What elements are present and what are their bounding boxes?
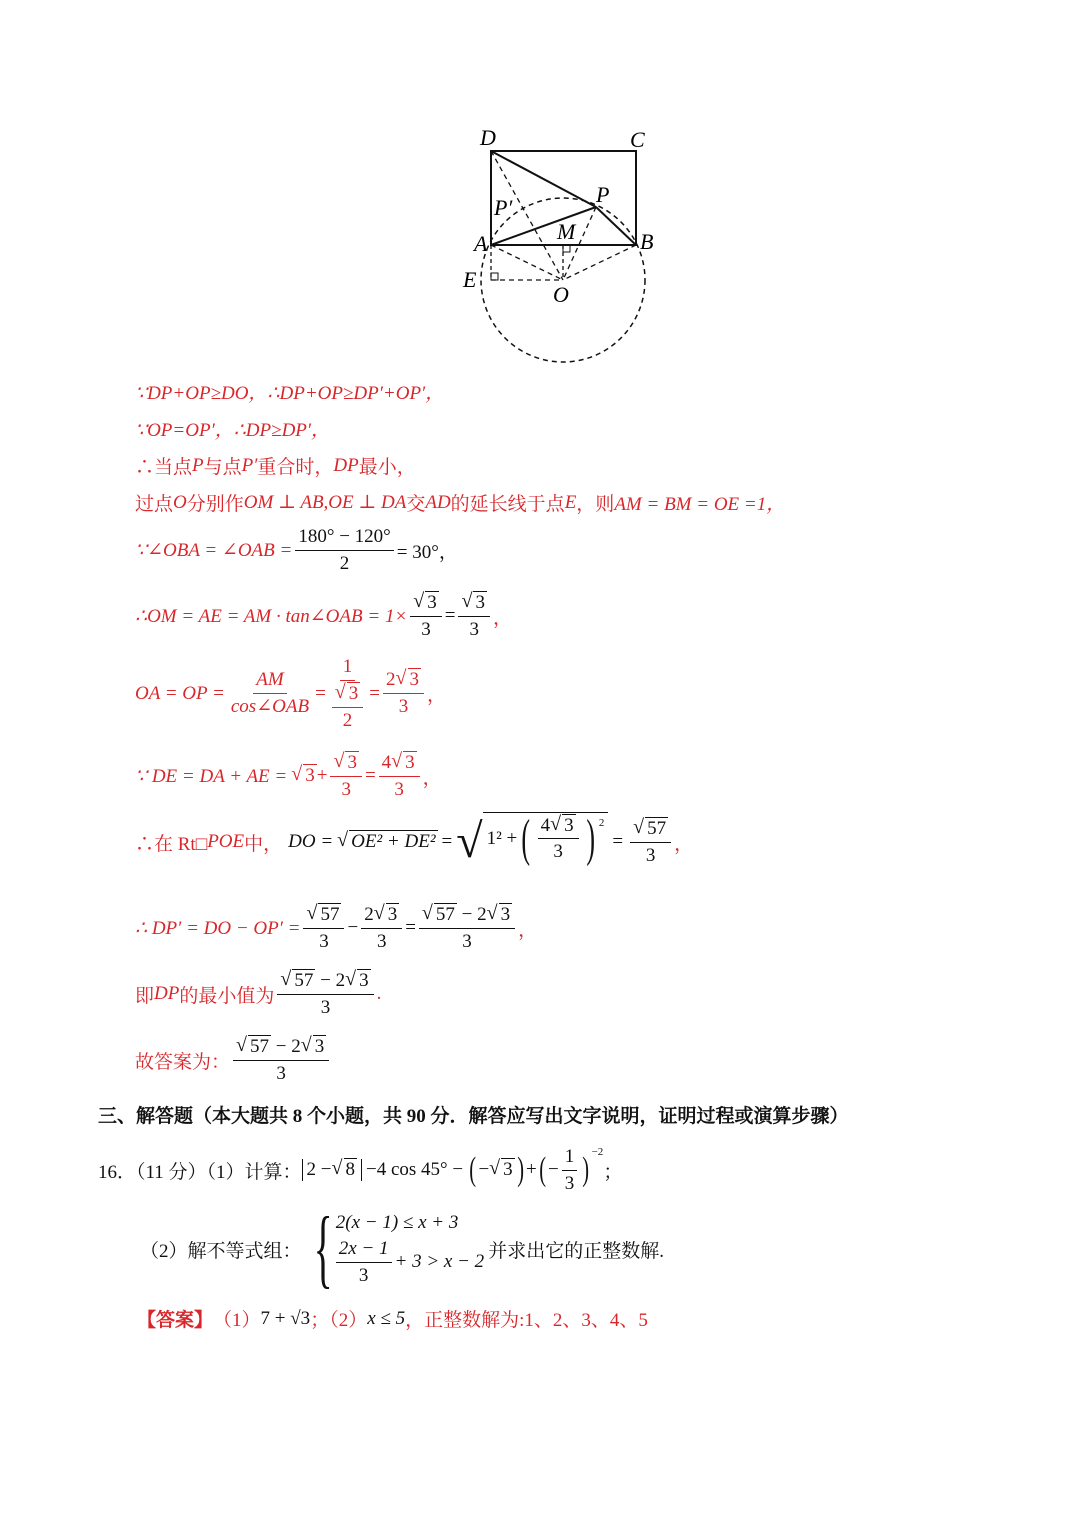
fraction: √ $\frac{57}{3}$: [303, 904, 344, 953]
proof-line-9: ∴在 Rt□ POE 中， DO = √ OE² + DE² = √ 1² + ( $\frac{4√ 3}{3}$ ) $^2$ = √ $\frac{57}{3}$ ，: [135, 818, 693, 867]
question-text: （2）解不等式组：: [140, 1240, 302, 1262]
fraction: √ $\frac{57 - 2√ 3}{3}$: [233, 1036, 329, 1085]
point-label: O: [173, 491, 187, 513]
math-expr: ；: [603, 1161, 623, 1183]
fraction: $\frac{AM}{\text{cos∠OAB}}$: [230, 669, 310, 718]
label-p: P: [596, 182, 610, 207]
proof-text: 故答案为：: [135, 1051, 231, 1073]
segment-label: DP: [154, 983, 180, 1005]
proof-text: ∴当点: [135, 457, 193, 478]
answer-tag: 【答案】: [137, 1310, 214, 1331]
answer-text: （1）: [213, 1310, 261, 1331]
math-expr: ，: [518, 919, 538, 941]
fraction: 1 √ $\frac{3}{2}$: [329, 656, 367, 732]
question-16-part-1: 16．（11 分）（1）计算： 2 − √ 8 −4 cos 45° − ( − √ 3 ) + ( − $\frac{1}{3}$ ) $^{-2}$ ；: [98, 1146, 622, 1195]
proof-text: 的最小值为: [179, 985, 275, 1007]
math-expr: OA = OP =: [135, 682, 225, 704]
fraction: √ $\frac{3}{3}$: [410, 592, 442, 641]
segment-label: AD: [425, 491, 451, 513]
fraction: √ $\frac{3}{3}$: [458, 592, 490, 641]
exponent: −2: [591, 1146, 604, 1158]
dashed-bo: [563, 245, 636, 280]
proof-line-7: OA = OP = $\frac{AM}{\text{cos∠OAB}}$ = 1 √ $\frac{3}{2}$ = $\frac{2√ 3}{3}$ ，: [135, 656, 446, 732]
fraction: $\frac{4√ 3}{3}$: [538, 815, 579, 864]
math-expr: −4 cos 45° −: [366, 1159, 464, 1181]
fraction: √ $\frac{57}{3}$: [630, 818, 671, 867]
math-expr: ∴ DP′ = DO − OP′ =: [135, 917, 301, 939]
proof-line-4: [135, 489, 785, 516]
fraction: $\frac{2x - 1}{3}$: [336, 1238, 392, 1287]
fraction: √ $\frac{3}{3}$: [330, 752, 362, 801]
label-a: A: [474, 231, 488, 256]
section-heading: [98, 1101, 849, 1128]
math-expr: ，: [674, 833, 694, 855]
proof-line-10: ∴ DP′ = DO − OP′ = √ $\frac{57}{3}$ − $\frac{2√ 3}{3}$ = √ $\frac{57 - 2√ 3}{3}$ ，: [135, 904, 537, 953]
inequality-1: 2(x − 1) ≤ x + 3: [335, 1211, 459, 1233]
inequality-2: + 3 > x − 2: [394, 1251, 485, 1272]
label-e: E: [463, 267, 477, 292]
proof-line-8: ∵ DE = DA + AE = √ 3 + √ $\frac{3}{3}$ = $\frac{4√ 3}{3}$ ，: [135, 752, 442, 801]
proof-text: 交: [406, 494, 426, 515]
answer-text: ，正整数解为:1、2、3、4、5: [405, 1310, 648, 1331]
proof-text: ∴在 Rt□: [135, 833, 208, 855]
math-expr: ∵∠OBA = ∠OAB =: [135, 539, 293, 561]
proof-text: 重合时，: [257, 457, 334, 478]
math-expr: ，: [492, 607, 512, 629]
point-label: P′: [241, 454, 258, 476]
fraction: $\frac{4√ 3}{3}$: [379, 752, 420, 801]
math-expr: ∵ DE = DA + AE =: [135, 765, 288, 787]
label-p-prime: P′: [494, 195, 513, 220]
fraction: √ $\frac{57 - 2√ 3}{3}$: [277, 970, 373, 1019]
proof-text: 即: [135, 985, 155, 1007]
proof-line-2: [135, 415, 330, 442]
proof-text: 的延长线于点: [450, 494, 565, 515]
math-expr: ，: [427, 685, 447, 707]
proof-text: 过点: [135, 494, 174, 515]
triangle-label: POE: [207, 831, 245, 853]
proof-text: ，则: [576, 494, 615, 515]
math-expr: ，: [422, 767, 442, 789]
proof-text: 中，: [244, 833, 283, 855]
answer-line: [137, 1305, 648, 1332]
proof-text: ∵DP+OP≥DO，∴DP+OP≥DP′+OP′，: [135, 383, 445, 404]
proof-line-1: [135, 378, 444, 405]
proof-line-11: [135, 970, 381, 1019]
fraction: $\frac{180^\circ - 120^\circ}{2}$: [295, 526, 393, 575]
fraction: $\frac{2√ 3}{3}$: [383, 669, 424, 718]
fraction: √ $\frac{57 - 2√ 3}{3}$: [419, 904, 515, 953]
math-expr: = 30°，: [396, 541, 458, 563]
math-expr: .: [376, 983, 382, 1005]
label-m: M: [557, 219, 576, 244]
point-label: P: [192, 454, 204, 476]
dashed-ao: [491, 245, 563, 280]
proof-text: 与点: [203, 457, 242, 478]
segment-label: DP: [333, 454, 359, 476]
question-text: 并求出它的正整数解.: [488, 1240, 664, 1262]
fraction: $\frac{2√ 3}{3}$: [361, 904, 402, 953]
answer-text: ；（2）: [310, 1310, 368, 1331]
proof-text: 分别作: [186, 494, 244, 515]
fraction: $\frac{1}{3}$: [562, 1146, 578, 1195]
answer-value: x ≤ 5: [367, 1307, 406, 1329]
label-d: D: [480, 125, 496, 150]
heading-text: 三、解答题（本大题共 8 个小题，共 90 分．解答应写出文字说明，证明过程或演算步骤）: [98, 1106, 849, 1127]
math-expr: AM = BM = OE =1，: [614, 494, 786, 515]
math-expr: ∴OM = AE = AM · tan∠OAB = 1×: [135, 605, 408, 627]
answer-value: 7 + √3: [260, 1307, 311, 1329]
question-text: 16．（11 分）（1）计算：: [98, 1161, 302, 1183]
right-angle-e: [491, 273, 498, 280]
label-o: O: [553, 282, 569, 307]
proof-text: 最小，: [358, 457, 416, 478]
math-expr: DO =: [288, 831, 334, 853]
math-expr: OM ⊥ AB,OE ⊥ DA: [243, 492, 407, 513]
proof-text: ∵OP=OP′，∴DP≥DP′，: [135, 420, 331, 441]
proof-line-6: ∴OM = AE = AM · tan∠OAB = 1× √ $\frac{3}{3}$ = √ $\frac{3}{3}$ ，: [135, 592, 512, 641]
proof-line-3: [135, 452, 416, 479]
point-label: E: [564, 491, 577, 513]
math-expr: 1² +: [486, 827, 518, 849]
label-b: B: [640, 229, 654, 254]
right-angle-m: [563, 245, 570, 252]
proof-line-5: [135, 526, 458, 575]
geometry-figure: [0, 0, 1080, 380]
question-16-part-2: （2）解不等式组： { 2(x − 1) ≤ x + 3 $\frac{2x - 1}{3}$ + 3 > x − 2 并求出它的正整数解.: [140, 1200, 664, 1297]
segment-pb: [596, 207, 636, 245]
proof-line-12: [135, 1036, 332, 1085]
label-c: C: [630, 127, 645, 152]
